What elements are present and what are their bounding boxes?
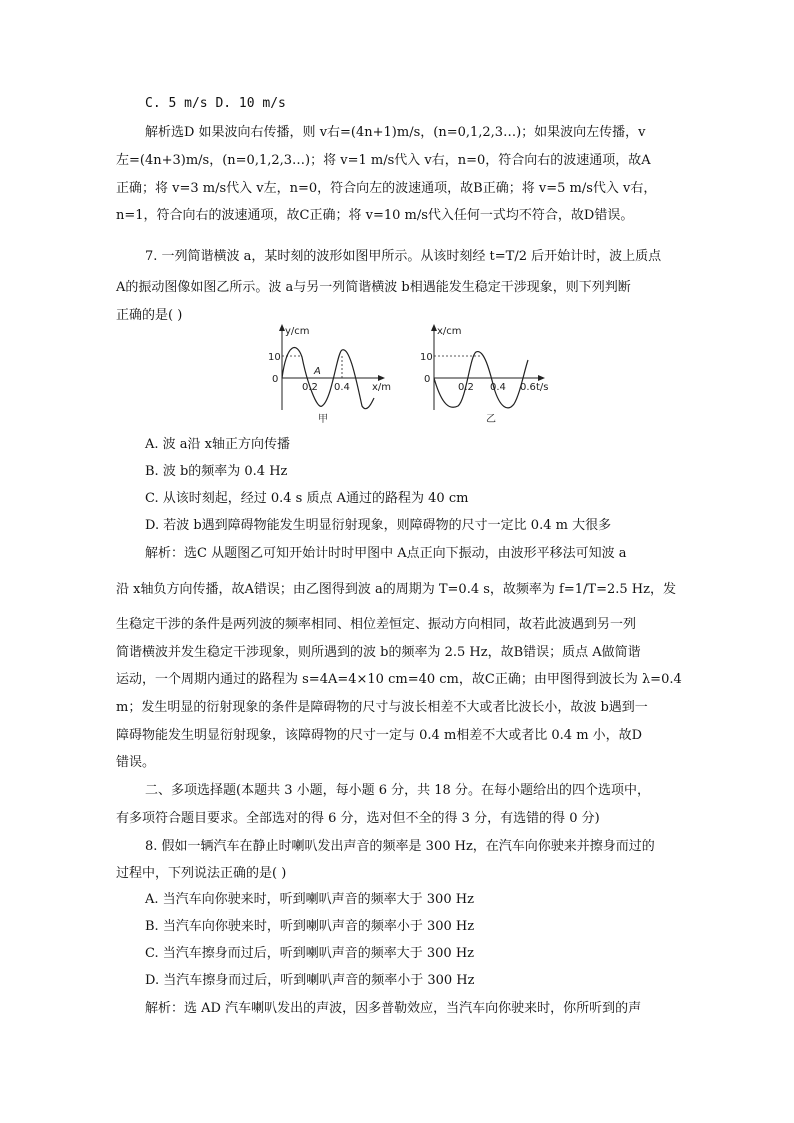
jia-xlabel: x/m <box>372 382 392 393</box>
text-line: B. 波 b的频率为 0.4 Hz <box>145 464 288 479</box>
text-line: A的振动图像如图乙所示。波 a与另一列简谐横波 b相遇能发生稳定干涉现象，则下列判断 <box>116 280 631 295</box>
yi-y-tick: 10 <box>420 352 433 363</box>
text-line: n=1，符合向右的波速通项，故C正确；将 v=10 m/s代入任何一式均不符合，故D错误。 <box>116 208 634 223</box>
yi-x-tick-3: 0.6 <box>520 382 536 393</box>
jia-caption: 甲 <box>318 414 328 425</box>
text-line: 运动，一个周期内通过的路程为 s=4A=4×10 cm=40 cm，故C正确；由甲图得到波长为 λ=0.4 <box>116 672 682 687</box>
text-line: 二、多项选择题(本题共 3 小题，每小题 6 分，共 18 分。在每小题给出的四个选项中， <box>145 783 650 798</box>
text-line: A. 当汽车向你驶来时，听到喇叭声音的频率大于 300 Hz <box>145 892 474 907</box>
text-line: B. 当汽车向你驶来时，听到喇叭声音的频率小于 300 Hz <box>145 919 475 934</box>
jia-x-tick-1: 0.2 <box>302 382 318 393</box>
yi-x-tick-2: 0.4 <box>490 382 506 393</box>
text-line: C. 从该时刻起，经过 0.4 s 质点 A通过的路程为 40 cm <box>145 491 469 506</box>
graph-jia <box>268 324 391 425</box>
yi-x-tick-1: 0.2 <box>458 382 474 393</box>
yi-xlabel: t/s <box>536 382 549 393</box>
text-line: 解析：选C 从题图乙可知开始计时时甲图中 A点正向下振动，由波形平移法可知波 a <box>145 546 627 561</box>
text-line: 正确的是( ) <box>116 308 183 323</box>
yi-origin: 0 <box>424 374 431 385</box>
jia-origin: 0 <box>272 374 279 385</box>
yi-caption: 乙 <box>486 414 496 425</box>
text-line: D. 若波 b遇到障碍物能发生明显衍射现象，则障碍物的尺寸一定比 0.4 m 大很多 <box>145 518 612 533</box>
text-line: A. 波 a沿 x轴正方向传播 <box>145 437 290 452</box>
text-line: 正确；将 v=3 m/s代入 v左，n=0，符合向左的波速通项，故B正确；将 v=5 m/s代入 v右， <box>116 181 657 196</box>
text-line: C. 当汽车擦身而过后，听到喇叭声音的频率大于 300 Hz <box>145 946 475 961</box>
text-line: 解析：选 AD 汽车喇叭发出的声波，因多普勒效应，当汽车向你驶来时，你所听到的声 <box>145 1001 642 1016</box>
jia-point-label: A <box>314 366 321 377</box>
jia-y-tick: 10 <box>268 352 281 363</box>
text-line: D. 当汽车擦身而过后，听到喇叭声音的频率小于 300 Hz <box>145 973 475 988</box>
text-line: C. 5 m/s D. 10 m/s <box>145 96 286 111</box>
text-line: 有多项符合题目要求。全部选对的得 6 分，选对但不全的得 3 分，有选错的得 0 分) <box>116 811 600 826</box>
text-line: 简谐横波并发生稳定干涉现象，则所遇到的波 b的频率为 2.5 Hz，故B错误；质点 A做简谐 <box>116 645 641 660</box>
yi-ylabel: x/cm <box>437 326 462 337</box>
text-line: 过程中，下列说法正确的是( ) <box>116 866 287 881</box>
text-line: 错误。 <box>116 755 156 770</box>
text-line: 左=(4n+3)m/s，(n=0,1,2,3…)；将 v=1 m/s代入 v右，n=0，符合向右的波速通项，故A <box>116 153 651 168</box>
text-line: 8. 假如一辆汽车在静止时喇叭发出声音的频率是 300 Hz，在汽车向你驶来并擦身而过的 <box>145 839 655 854</box>
text-line: 解析选D 如果波向右传播，则 v右=(4n+1)m/s，(n=0,1,2,3…)；如果波向左传播，v <box>145 125 646 140</box>
figure-svg <box>262 322 552 428</box>
text-line: 障碍物能发生明显衍射现象，该障碍物的尺寸一定与 0.4 m相差不大或者比 0.4 m 小，故D <box>116 728 643 743</box>
text-line: m；发生明显的衍射现象的条件是障碍物的尺寸与波长相差不大或者比波长小，故波 b遇到一 <box>116 700 648 715</box>
jia-x-tick-2: 0.4 <box>334 382 350 393</box>
figure-wave-graphs <box>262 322 552 432</box>
text-line: 7. 一列简谐横波 a，某时刻的波形如图甲所示。从该时刻经 t=T/2 后开始计时，波上质点 <box>145 249 662 264</box>
text-line: 生稳定干涉的条件是两列波的频率相同、相位差恒定、振动方向相同，故若此波遇到另一列 <box>116 617 637 632</box>
jia-ylabel: y/cm <box>285 326 310 337</box>
text-line: 沿 x轴负方向传播，故A错误；由乙图得到波 a的周期为 T=0.4 s，故频率为 f=1/T=2.5 Hz，发 <box>116 582 676 597</box>
graph-yi <box>420 324 549 425</box>
